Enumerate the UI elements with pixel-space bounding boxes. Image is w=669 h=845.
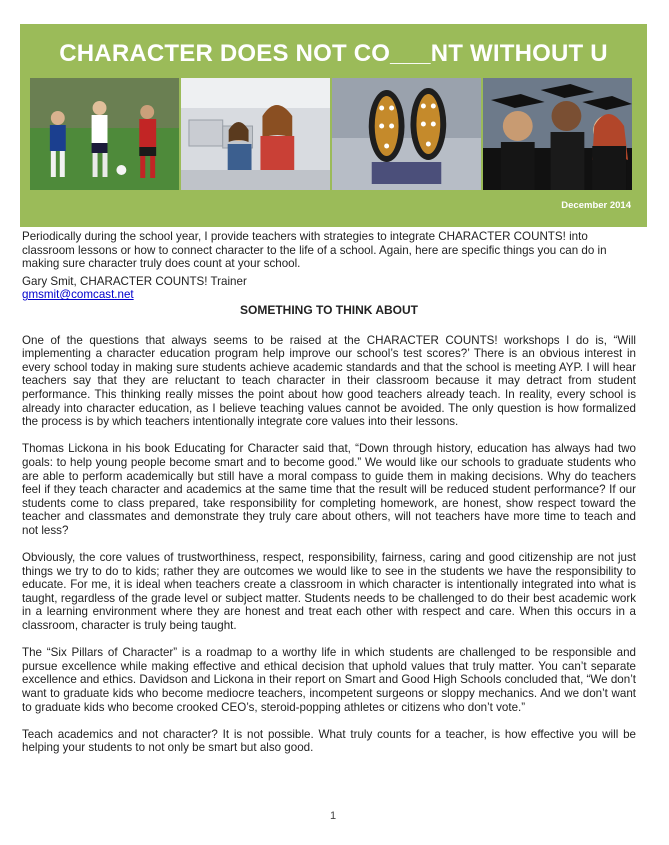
body-paragraph: One of the questions that always seems to be raised at the CHARACTER COUNTS! workshops I do is, “Will implementing a character education program help improve our school’s test scores?’ There is an obvious interest in every school today in making sure students achieve academic standards and that the school is meeting AYP. I will hear teachers say that they are reluctant to teach character in their classroom because it may detract from student performance. This thinking really misses the point about how good teachers already teach. In reality, every school is already into character education, as I believe teaching values cannot be avoided. The only question is how formalized the process is by which teachers intentionally integrate core values into their lessons. bbox=[22, 333, 636, 429]
body-paragraph: Obviously, the core values of trustworthiness, respect, responsibility, fairness, caring and good citizenship are not just things we try to do to kids; rather they are outcomes we would like to see in the students we have the responsibility to educate. For me, it is ideal when teachers create a classroom in which character is intentionally integrated into what is taught, regardless of the grade level or subject matter. Students needs to be challenged to do their best academic work in a learning environment where they are honest and treat each other with respect and care. When this occurs in a classroom, character is truly being taught. bbox=[22, 551, 636, 633]
header-banner bbox=[20, 24, 647, 227]
students-at-computers-photo bbox=[181, 78, 330, 190]
page-number: 1 bbox=[330, 810, 337, 822]
intro-paragraph: Periodically during the school year, I provide teachers with strategies to integrate CHARACTER COUNTS! into classroom lessons or how to connect character to the life of a school. Again, here are specific things you can do in making sure character truly does count at your school. bbox=[22, 230, 607, 271]
issue-date: December 2014 bbox=[561, 200, 631, 211]
body-paragraph: Thomas Lickona in his book Educating for Character said that, “Down through history, education has always had two goals: to help young people become smart and to become good.” We would like our schools to graduate students who are able to perform academically but still have a moral compass to guide them in making decisions. Why do teachers feel if they teach character and academics at the same time that the result will be reduced student performance? If our students come to class prepared, take responsibility for completing homework, are honest, show respect toward the teacher and classmates and demonstrate they truly care about others, will not teachers have more time to teach and not less? bbox=[22, 442, 636, 537]
body-paragraph: Teach academics and not character? It is not possible. What truly counts for a teacher, is how effective you will be helping your students to not only be smart but also good. bbox=[22, 727, 636, 755]
newsletter-body bbox=[22, 230, 636, 769]
author-signature: Gary Smit, CHARACTER COUNTS! Trainer bbox=[22, 274, 247, 288]
newsletter-title: CHARACTER DOES NOT CO___NT WITHOUT U bbox=[59, 40, 608, 67]
soccer-cleats-photo bbox=[332, 78, 481, 190]
author-email-link[interactable]: gmsmit@comcast.net bbox=[22, 288, 134, 302]
section-title: SOMETHING TO THINK ABOUT bbox=[240, 302, 418, 317]
body-paragraph: The “Six Pillars of Character” is a roadmap to a worthy life in which students are challenged to be responsible and pursue excellence while making effective and ethical decision that uphold values that truly matter. You can’t separate excellence and ethics. Davidson and Lickona in their report on Smart and Good High Schools concluded that, “We don’t want to graduate kids who become mediocre teachers, incompetent surgeons or sloppy mechanics. And we don’t want to graduate kids who become crooked CEO’s, steroid-popping athletes or citizens who don’t vote.” bbox=[22, 646, 636, 714]
soccer-players-photo bbox=[30, 78, 179, 190]
graduates-photo bbox=[483, 78, 632, 190]
photo-strip bbox=[30, 78, 632, 190]
